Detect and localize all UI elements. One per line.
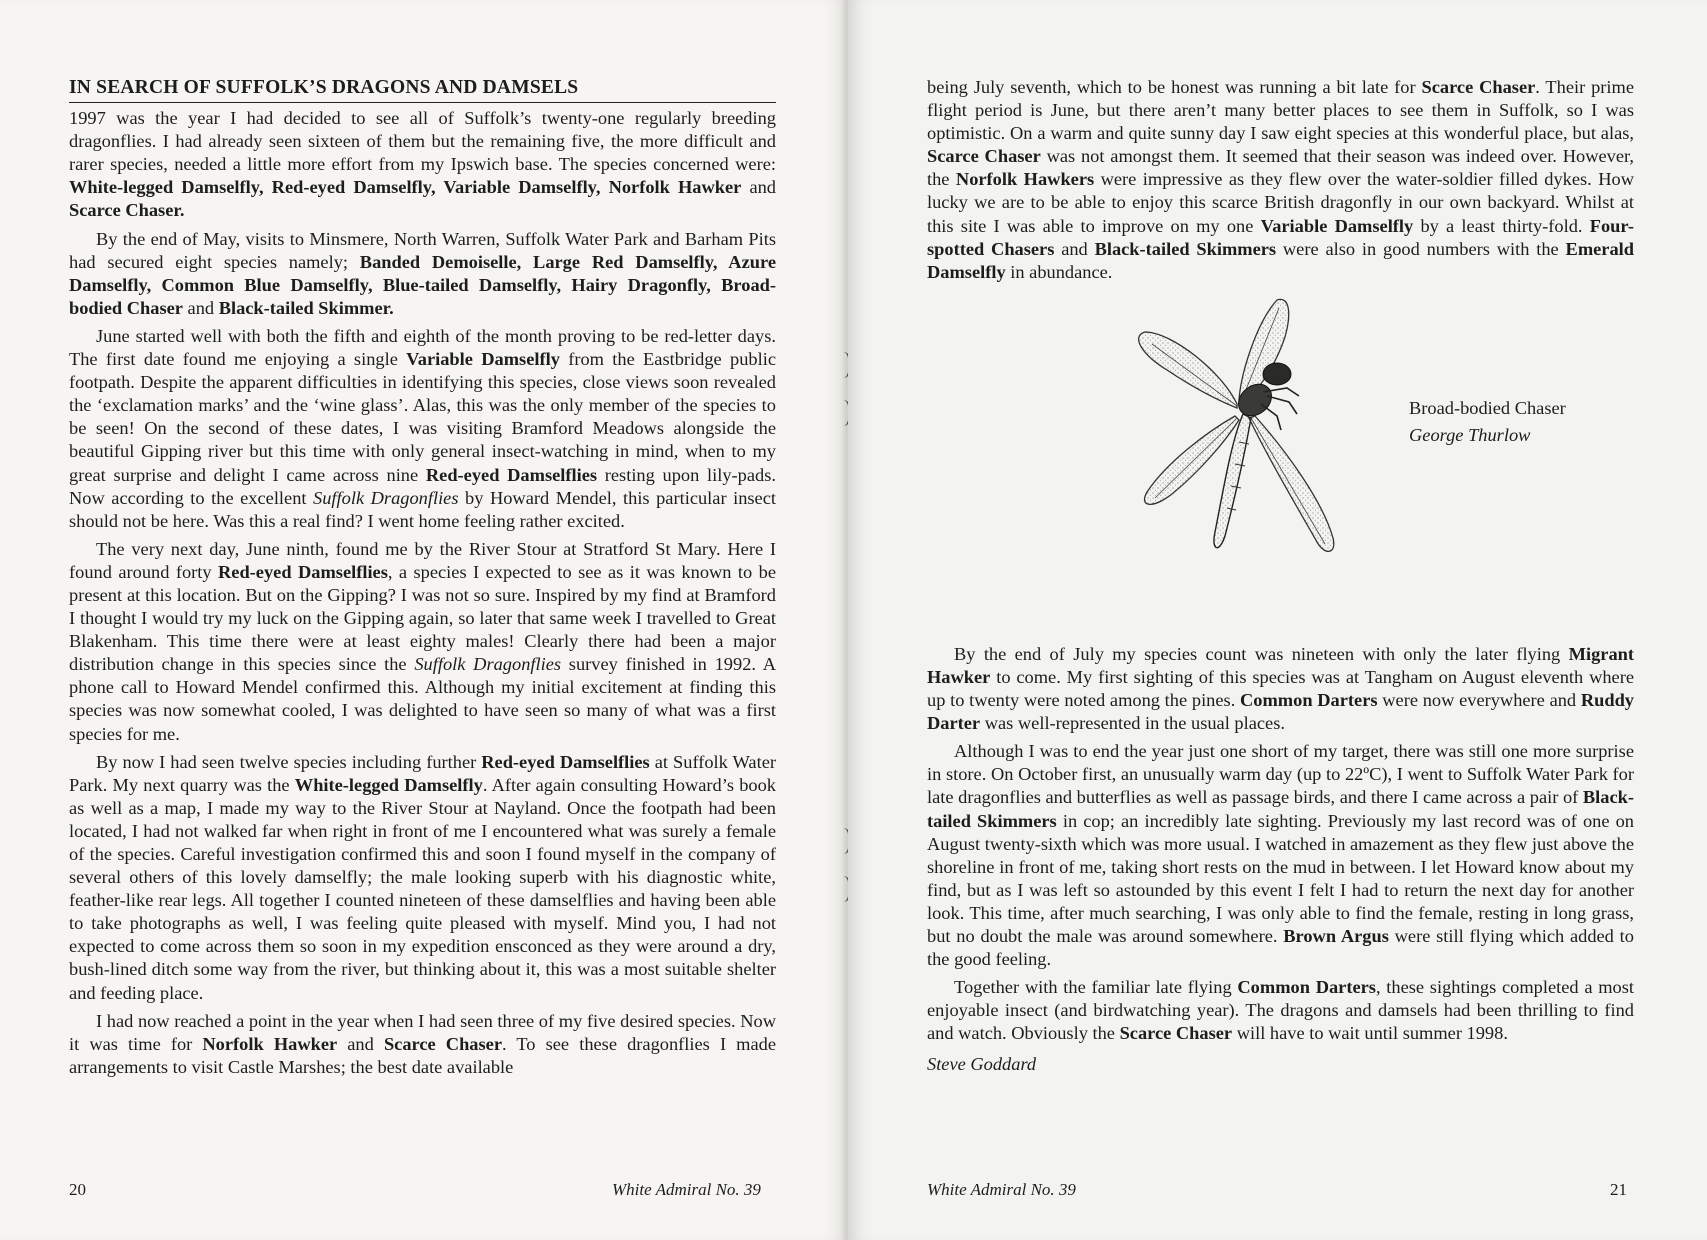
species-name: Red-eyed Damselflies	[481, 751, 650, 772]
species-name: Common Darters	[1240, 690, 1378, 711]
paragraph: 1997 was the year I had decided to see all of Suffolk’s twenty-one regularly breeding dragonflies. I had already seen sixteen of them but the remaining five, the more difficult and rarer species, needed a little more effort from my Ipswich base. The species concerned were: White-legged Damselfly, Red-eyed Damselfly, Variable Damselfly, Norfolk Hawker and Scarce Chaser.	[69, 108, 776, 221]
author-signature: Steve Goddard	[927, 1054, 1037, 1075]
paragraph: I had now reached a point in the year when I had seen three of my five desired species. Now it was time for Norfolk Hawker and Scarce Chaser. To see these dragonflies I made arrangements to visit Castle Marshes; the best date available	[69, 1010, 777, 1077]
left-page-text-column	[69, 76, 776, 1084]
paragraph: By the end of May, visits to Minsmere, North Warren, Suffolk Water Park and Barham Pits had secured eight species namely; Banded Demoiselle, Large Red Damselfly, Azure Damselfly, Common Blue Damselfly, Blue-tailed Damselfly, Hairy Dragonfly, Broad-bodied Chaser and Black-tailed Skimmer.	[69, 228, 776, 318]
species-name: Common Darters	[1237, 977, 1376, 998]
species-name: Scarce Chaser	[1119, 1023, 1233, 1044]
species-name: Black-tailed Skimmer.	[218, 297, 394, 318]
dragonfly-illustration-icon	[1127, 292, 1397, 632]
species-name: Red-eyed Damselflies	[218, 561, 388, 582]
right-page-text-column	[927, 76, 1634, 1082]
species-name: Ruddy Darter	[927, 690, 1635, 734]
species-name: Black-tailed Skimmers	[927, 787, 1634, 831]
species-name: Scarce Chaser	[927, 146, 1041, 167]
species-name: Four-spotted Chasers	[927, 215, 1634, 259]
species-name: Scarce Chaser	[383, 1033, 502, 1054]
species-name: Emerald Damselfly	[927, 238, 1634, 282]
species-name: White-legged Damselfly	[294, 774, 483, 795]
paragraph: By now I had seen twelve species including further Red-eyed Damselflies at Suffolk Water Park. My next quarry was the White-legged Damselfly. After again consulting Howard’s book as well as a map, I made my way to the River Stour at Nayland. Once the footpath had been located, I had not walked far when right in front of me I encountered what was surely a female of the species. Careful investigation confirmed this and soon I found myself in the company of several others of this lovely damselfly; the male looking superb with his diagnostic white, feather-like rear legs. All together I counted nineteen of these damselflies and having been able to take photographs as well, I was feeling quite pleased with myself. Mind you, I had not expected to come across them so soon in my expedition ensconced as they were around a dry, bush-lined ditch some way from the river, but thinking about it, this was a most suitable shelter and feeding place.	[69, 751, 776, 1003]
book-title: Suffolk Dragonflies	[414, 654, 562, 675]
species-name: Banded Demoiselle, Large Red Damselfly, Azure Damselfly, Common Blue Damselfly, Blue-tailed Damselfly, Hairy Dragonfly, Broad-bodied Chaser	[69, 251, 776, 318]
species-name: Scarce Chaser.	[69, 200, 185, 221]
right-page	[848, 0, 1707, 1240]
species-name: Black-tailed Skimmers	[1094, 238, 1277, 259]
species-name: Variable Damselfly	[406, 349, 560, 370]
species-name: White-legged Damselfly, Red-eyed Damselfly, Variable Damselfly, Norfolk Hawker	[69, 177, 742, 198]
caption-title: Broad-bodied Chaser	[1409, 397, 1566, 418]
article-title: IN SEARCH OF SUFFOLK’S DRAGONS AND DAMSELS	[69, 76, 776, 103]
running-footer: White Admiral No. 39	[927, 1180, 1076, 1199]
page-number: 20	[69, 1180, 86, 1199]
paragraph: June started well with both the fifth and eighth of the month proving to be red-letter days. The first date found me enjoying a single Variable Damselfly from the Eastbridge public footpath. Despite the apparent difficulties in identifying this species, close views soon revealed the ‘exclamation marks’ and the ‘wine glass’. Alas, this was the only member of the species to be seen! On the second of these dates, I was visiting Bramford Meadows alongside the beautiful Gipping river but this time with only general insect-watching in mind, when to my great surprise and delight I came across nine Red-eyed Damselflies resting upon lily-pads. Now according to the excellent Suffolk Dragonflies by Howard Mendel, this particular insect should not be here. Was this a real find? I went home feeling rather excited.	[69, 325, 776, 531]
species-name: Red-eyed Damselflies	[425, 464, 598, 485]
running-footer: White Admiral No. 39	[612, 1180, 761, 1199]
left-page	[0, 0, 846, 1240]
species-name: Norfolk Hawkers	[955, 169, 1095, 190]
species-name: Migrant Hawker	[927, 643, 1634, 687]
paragraph: The very next day, June ninth, found me by the River Stour at Stratford St Mary. Here I found around forty Red-eyed Damselflies, a species I expected to see as it was known to be present at this location. But on the Gipping? I was not so sure. Inspired by my find at Bramford I thought I would try my luck on the Gipping again, so later that same week I travelled to Great Blakenham. This time there were at least eighty males! Clearly there had been a major distribution change in this species since the Suffolk Dragonflies survey finished in 1992. A phone call to Howard Mendel confirmed this. Although my initial excitement at finding this species was now somewhat cooled, I was delighted to have seen so many of what was a first species for me.	[69, 538, 777, 744]
figure	[927, 292, 1634, 637]
paragraph: By the end of July my species count was nineteen with only the later flying Migrant Hawker to come. My first sighting of this species was at Tangham on August eleventh where up to twenty were noted among the pines. Common Darters were now everywhere and Ruddy Darter was well-represented in the usual places.	[927, 643, 1635, 734]
paragraph: being July seventh, which to be honest was running a bit late for Scarce Chaser. Their prime flight period is June, but there aren’t many better places to see them in Suffolk, so I was optimistic. On a warm and quite sunny day I saw eight species at this wonderful place, but alas, Scarce Chaser was not amongst them. It seemed that their season was indeed over. However, the Norfolk Hawkers were impressive as they flew over the water-soldier filled dykes. How lucky we are to be able to enjoy this scarce British dragonfly in our own backyard. Whilst at this site I was able to improve on my one Variable Damselfly by a least thirty-fold. Four-spotted Chasers and Black-tailed Skimmers were also in good numbers with the Emerald Damselfly in abundance.	[927, 77, 1635, 282]
species-name: Norfolk Hawker	[202, 1033, 338, 1054]
paragraph: Together with the familiar late flying Common Darters, these sightings completed a most enjoyable insect (and birdwatching year). The dragons and damsels had been thrilling to find and watch. Obviously the Scarce Chaser will have to wait until summer 1998.	[927, 977, 1634, 1044]
illustration-credit: George Thurlow	[1409, 424, 1531, 445]
species-name: Variable Damselfly	[1260, 215, 1414, 236]
species-name: Brown Argus	[1283, 925, 1389, 946]
paragraph: Although I was to end the year just one short of my target, there was still one more surprise in store. On October first, an unusually warm day (up to 22ºC), I went to Suffolk Water Park for late dragonflies and butterflies as well as passage birds, and there I came across a pair of Black-tailed Skimmers in cop; an incredibly late sighting. Previously my last record was of one on August twenty-sixth which was more usual. I watched in amazement as they flew just above the shoreline in front of me, taking short rests on the mud in between. I let Howard know about my find, but as I was left so astounded by this event I felt I had to return the next day for another look. This time, after much searching, I was only able to find the female, resting in long grass, but no doubt the male was around somewhere. Brown Argus were still flying which added to the good feeling.	[927, 741, 1635, 970]
book-title: Suffolk Dragonflies	[313, 487, 459, 508]
page-number: 21	[1610, 1180, 1627, 1199]
figure-caption	[1409, 395, 1566, 449]
species-name: Scarce Chaser	[1421, 77, 1536, 97]
